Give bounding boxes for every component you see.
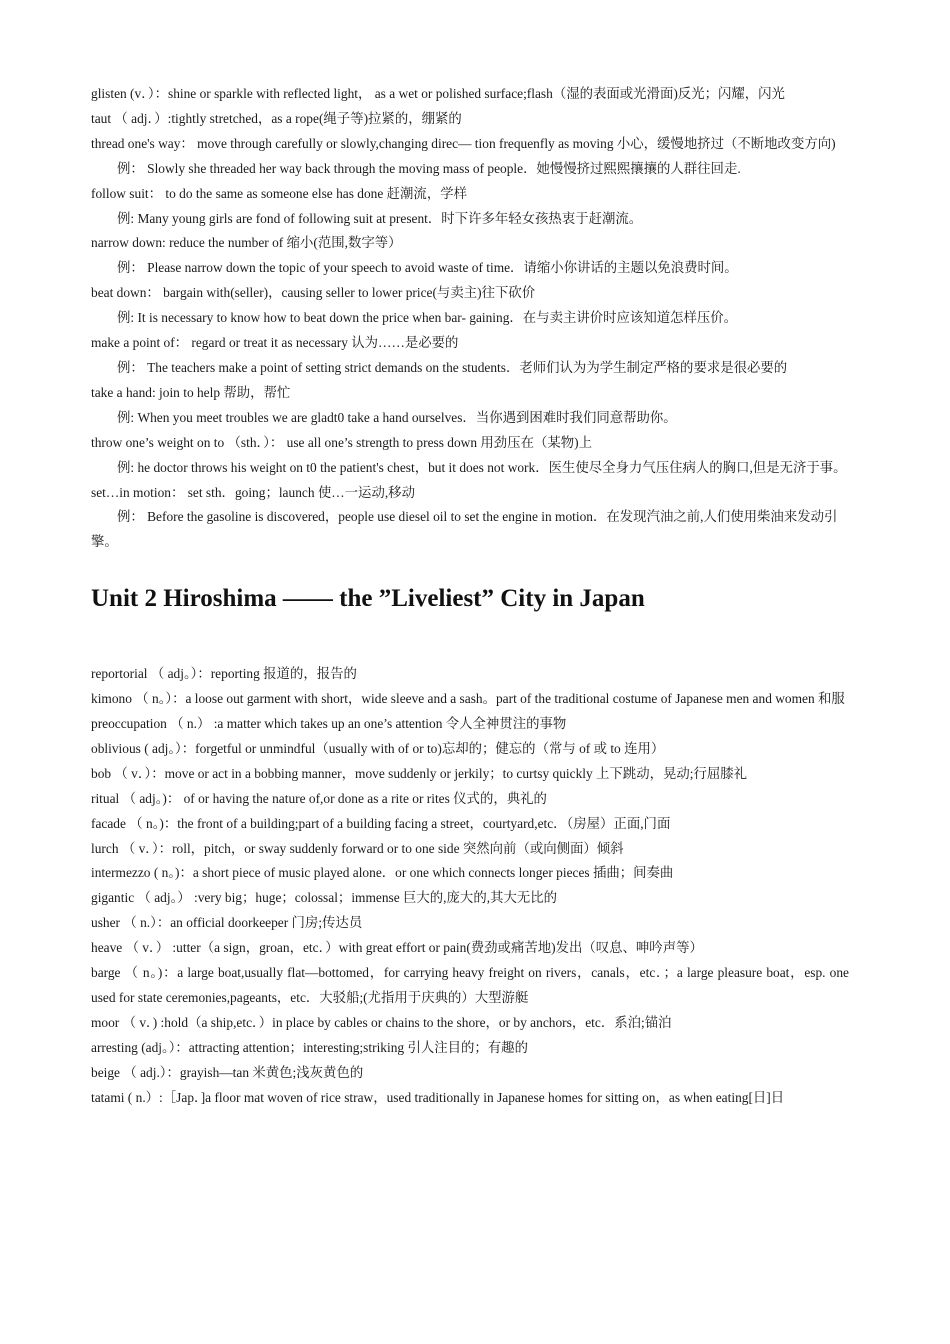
example-sentence: 例： Please narrow down the topic of your speech to avoid waste of time．请缩小你讲话的主题以免浪费时间。 (117, 260, 738, 276)
vocab-entry-preoccupation: preoccupation （ n.） :a matter which takes up an one’s attention 令人全神贯注的事物 (91, 716, 567, 732)
example-sentence: 例: When you meet troubles we are gladt0 take a hand ourselves．当你遇到困难时我们同意帮助你。 (117, 409, 677, 425)
example-sentence: 例: Many young girls are fond of following suit at present．时下许多年轻女孩热衷于赶潮流。 (117, 210, 643, 226)
vocab-entry-gigantic: gigantic （ adj。） :very big；huge；colossal；immense 巨大的,庞大的,其大无比的 (91, 890, 558, 906)
vocab-entry-follow-suit: follow suit： to do the same as someone else has done 赶潮流，学样 (91, 185, 467, 201)
vocab-entry-heave: heave （ v．） :utter（a sign，groan，etc．）with great effort or pain(费劲或痛苦地)发出（叹息、呻吟声等） (91, 940, 703, 956)
vocab-entry-usher: usher （ n.）：an official doorkeeper 门房;传达员 (91, 915, 363, 931)
vocab-entry-bob: bob （ v．）：move or act in a bobbing manner，move suddenly or jerkily；to curtsy quickly 上下跳动，晃动;行屈膝礼 (91, 765, 748, 781)
vocab-entry-ritual: ritual （ adj。)： of or having the nature of,or done as a rite or rites 仪式的，典礼的 (91, 790, 547, 806)
vocab-entry-reportorial: reportorial （ adj。）：reporting 报道的，报告的 (91, 666, 357, 682)
vocab-entry-arresting: arresting (adj。）：attracting attention；interesting;striking 引人注目的；有趣的 (91, 1039, 528, 1055)
vocab-entry-beat-down: beat down： bargain with(seller)，causing seller to lower price(与卖主)往下砍价 (91, 285, 536, 301)
heading-spacer (91, 619, 849, 662)
vocab-entry-thread-ones-way: thread one's way： move through carefully or slowly,changing direc— tion frequenfly as moving 小心，缓慢地挤过（不断地改变方向) (91, 135, 836, 151)
vocab-section-unit1 (91, 82, 849, 555)
vocab-entry-moor: moor （ v．) :hold（a ship,etc．）in place by cables or chains to the shore，or by anchors，etc．系泊;锚泊 (91, 1014, 672, 1030)
vocab-entry-set-in-motion: set…in motion： set sth．going；launch 使…一运动,移动 (91, 484, 415, 500)
vocab-entry-make-a-point-of: make a point of： regard or treat it as necessary 认为……是必要的 (91, 335, 459, 351)
example-sentence: 例: he doctor throws his weight on t0 the patient's chest，but it does not work．医生使尽全身力气压住病人的胸口,但是无济于事。 (117, 459, 847, 475)
unit-heading: Unit 2 Hiroshima —— the ”Liveliest” City in Japan (91, 585, 645, 613)
example-sentence: 例: It is necessary to know how to beat down the price when bar- gaining．在与卖主讲价时应该知道怎样压价。 (117, 310, 738, 326)
example-sentence: 例： The teachers make a point of setting strict demands on the students．老师们认为为学生制定严格的要求是很必要的 (117, 359, 788, 375)
vocab-entry-kimono: kimono （ n。）：a loose out garment with short，wide sleeve and a sash。part of the traditional costume of Japanese men and women 和服 (91, 691, 845, 707)
vocab-entry-beige: beige （ adj.）：grayish—tan 米黄色;浅灰黄色的 (91, 1064, 364, 1080)
vocab-entry-tatami: tatami ( n.）:［Jap．]a floor mat woven of rice straw，used traditionally in Japanese homes for sitting on，as when eating[日]日 (91, 1089, 785, 1105)
vocab-entry-glisten: glisten (v．）：shine or sparkle with reflected light， as a wet or polished surface;flash（湿的表面或光滑面)反光；闪耀，闪光 (91, 86, 785, 101)
example-sentence: 例： Before the gasoline is discovered，people use diesel oil to set the engine in motion．在发现汽油之前,人们使用柴油来发动引擎。 (91, 509, 838, 550)
vocab-entry-lurch: lurch （ v．）：roll，pitch，or sway suddenly forward or to one side 突然向前（或向侧面）倾斜 (91, 840, 624, 856)
vocab-entry-taut: taut （ adj．）:tightly stretched，as a rope(绳子等)拉紧的，绷紧的 (91, 110, 462, 126)
vocab-entry-throw-ones-weight: throw one’s weight on to （sth．）： use all one’s strength to press down 用劲压在（某物)上 (91, 434, 592, 450)
vocab-entry-facade: facade （ n。)：the front of a building;part of a building facing a street，courtyard,etc．（房屋）正面,门面 (91, 815, 671, 831)
vocab-section-unit2 (91, 662, 849, 1110)
vocab-entry-barge: barge （ n。)：a large boat,usually flat—bottomed，for carrying heavy freight on rivers，canals，etc．；a large pleasure boat，esp. one used for state ceremonies,pageants，etc．大驳船;(尤指用于庆典的）大型游艇 (91, 965, 849, 1005)
vocab-entry-take-a-hand: take a hand: join to help 帮助，帮忙 (91, 384, 291, 400)
example-sentence: 例： Slowly she threaded her way back through the moving mass of people．她慢慢挤过熙熙攘攘的人群往回走. (117, 160, 741, 176)
vocab-entry-intermezzo: intermezzo ( n。)：a short piece of music played alone．or one which connects longer pieces 插曲；间奏曲 (91, 865, 674, 881)
vocab-entry-oblivious: oblivious ( adj。）：forgetful or unmindful（usually with of or to)忘却的；健忘的（常与 of 或 to 连用） (91, 740, 665, 756)
vocab-entry-narrow-down: narrow down: reduce the number of 缩小(范围,数字等） (91, 235, 402, 251)
document-page (91, 82, 849, 1111)
